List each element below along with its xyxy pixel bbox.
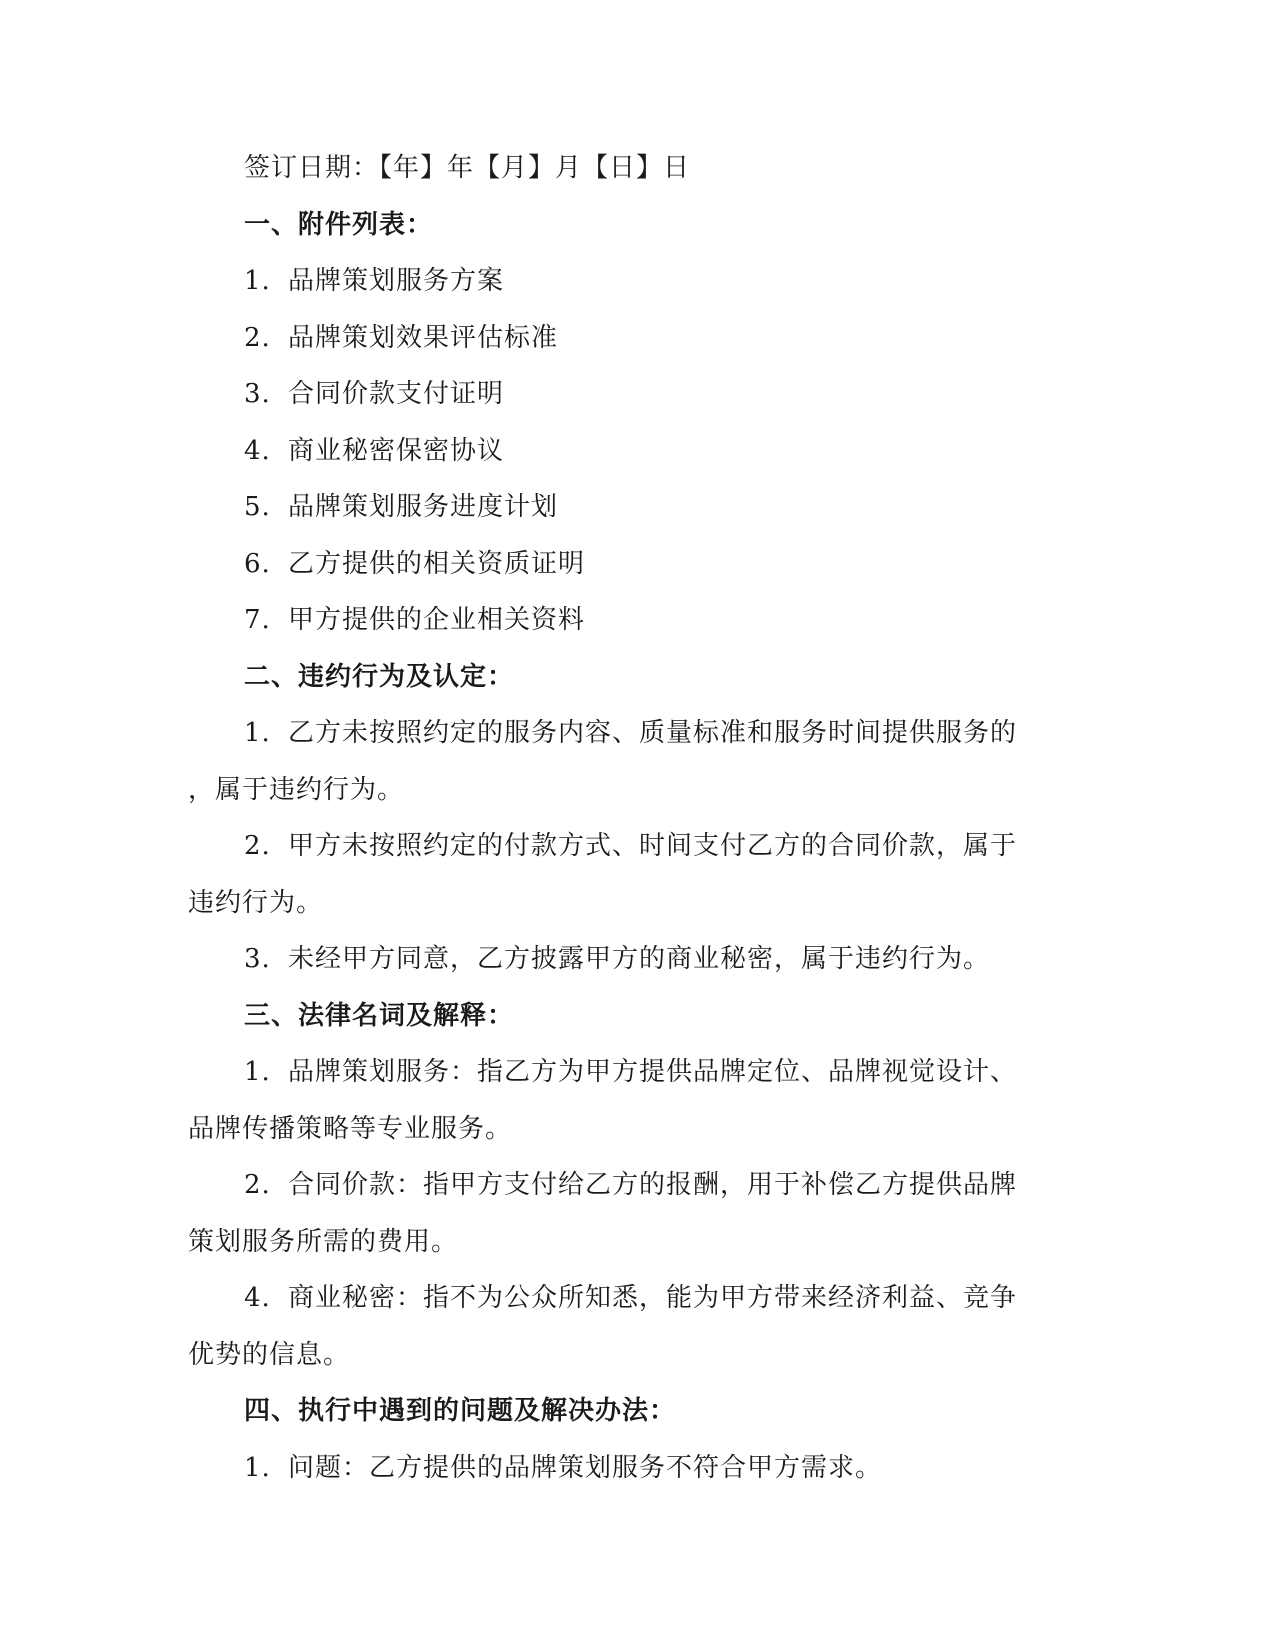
paragraph-line: 3. 未经甲方同意，乙方披露甲方的商业秘密，属于违约行为。: [244, 944, 991, 974]
section-heading-issues: 四、执行中遇到的问题及解决办法：: [244, 1396, 677, 1426]
section-heading-legal-terms: 三、法律名词及解释：: [244, 1000, 515, 1031]
list-item: 5. 品牌策划服务进度计划: [244, 492, 559, 522]
section-heading-breach: 二、违约行为及认定：: [244, 661, 515, 692]
list-item: 1. 品牌策划服务方案: [244, 266, 505, 296]
paragraph-line: 1. 品牌策划服务：指乙方为甲方提供品牌定位、品牌视觉设计、: [244, 1057, 1018, 1087]
paragraph-line: 1. 问题：乙方提供的品牌策划服务不符合甲方需求。: [244, 1452, 883, 1483]
paragraph-line: 1. 乙方未按照约定的服务内容、质量标准和服务时间提供服务的: [244, 718, 1018, 748]
list-item: 3. 合同价款支付证明: [244, 379, 505, 409]
section-heading-attachments: 一、附件列表：: [244, 209, 434, 240]
list-item: 7. 甲方提供的企业相关资料: [244, 605, 586, 635]
paragraph-continuation: 策划服务所需的费用。: [188, 1226, 459, 1257]
sign-date: 签订日期：【年】年【月】月【日】日: [244, 153, 691, 183]
list-item: 6. 乙方提供的相关资质证明: [244, 548, 586, 579]
paragraph-continuation: ，属于违约行为。: [188, 774, 405, 805]
list-item: 2. 品牌策划效果评估标准: [244, 322, 559, 353]
paragraph-continuation: 品牌传播策略等专业服务。: [188, 1113, 513, 1144]
paragraph-continuation: 优势的信息。: [188, 1339, 351, 1370]
list-item: 4. 商业秘密保密协议: [244, 435, 505, 466]
paragraph-line: 2. 甲方未按照约定的付款方式、时间支付乙方的合同价款，属于: [244, 831, 1018, 861]
paragraph-line: 4. 商业秘密：指不为公众所知悉，能为甲方带来经济利益、竞争: [244, 1283, 1018, 1313]
paragraph-continuation: 违约行为。: [188, 887, 324, 918]
document-body: [188, 140, 1088, 1496]
paragraph-line: 2. 合同价款：指甲方支付给乙方的报酬，用于补偿乙方提供品牌: [244, 1170, 1018, 1200]
